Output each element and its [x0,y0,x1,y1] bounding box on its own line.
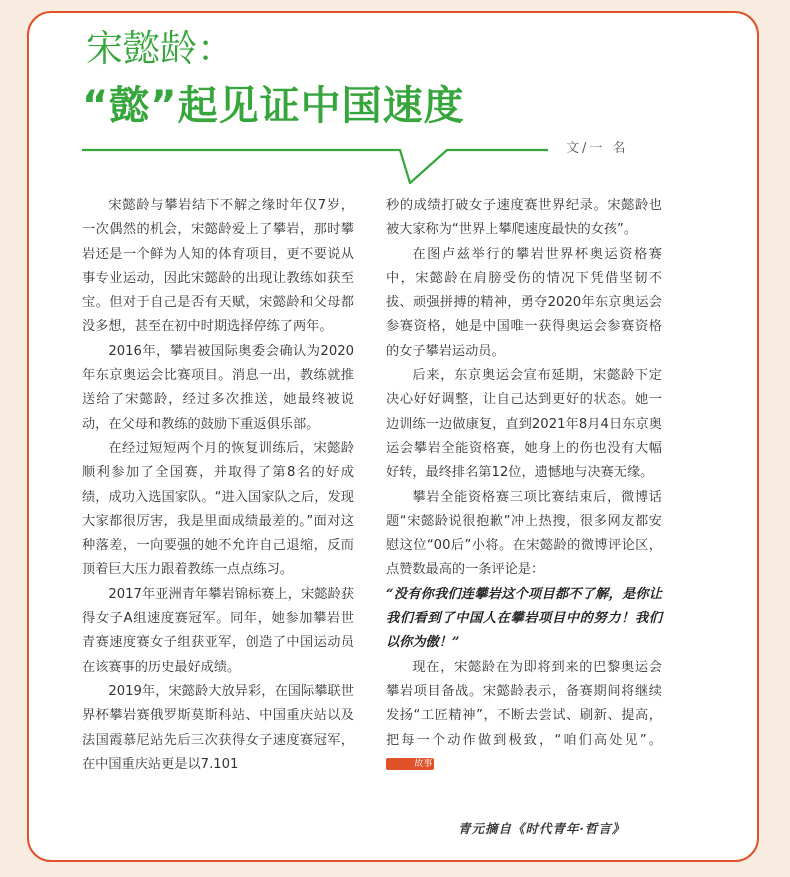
right-column [386,194,662,777]
author-byline: 文/一 名 [566,141,629,156]
paragraph: 2019年，宋懿龄大放异彩，在国际攀联世界杯攀岩赛俄罗斯莫斯科站、中国重庆站以及法国霞慕尼站先后三次获得女子速度赛冠军，在中国重庆站更是以7.101 [82,683,354,772]
paragraph: 2017年亚洲青年攀岩锦标赛上，宋懿龄获得女子A组速度赛冠军。同年，她参加攀岩世青赛速度赛女子组获亚军，创造了中国运动员在该赛事的历史最好成绩。 [82,586,354,675]
speech-bubble-line [0,0,790,200]
title-name: 宋懿龄： [86,27,234,70]
paragraph-final [386,656,662,777]
weibo-comment-quote: “没有你我们连攀岩这个项目都不了解，是你让我们看到了中国人在攀岩项目中的努力！我们以你为傲！” [386,586,662,651]
paragraph: 在经过短短两个月的恢复训练后，宋懿龄顺利参加了全国赛，并取得了第8名的好成绩，成功入选国家队。“进入国家队之后，发现大家都很厉害，我是里面成绩最差的。”面对这种落差，一向要强的她不允许自己退缩，反而顶着巨大压力跟着教练一点点练习。 [82,440,354,578]
paragraph: 后来，东京奥运会宣布延期，宋懿龄下定决心好好调整，让自己达到更好的状态。她一边训练一边做康复，直到2021年8月4日东京奥运会攀岩全能资格赛，她身上的伤也没有大幅好转，最终排名第12位，遗憾地与决赛无缘。 [386,368,662,481]
source-credit: 青元摘自《时代青年·哲言》 [458,821,626,836]
paragraph: 宋懿龄与攀岩结下不解之缘时年仅7岁，一次偶然的机会，宋懿龄爱上了攀岩，那时攀岩还是一个鲜为人知的体育项目，更不要说从事专业运动，因此宋懿龄的出现让教练如获至宝。但对于自己是否有天赋，宋懿龄和父母都没多想，甚至在初中时期选择停练了两年。 [82,198,354,335]
end-mark-icon: 故事 [386,758,434,770]
title-headline: “懿”起见证中国速度 [82,83,465,129]
paragraph-continuation: 秒的成绩打破女子速度赛世界纪录。宋懿龄也被大家称为“世界上攀爬速度最快的女孩”。 [386,198,662,238]
paragraph: 攀岩全能资格赛三项比赛结束后，微博话题“宋懿龄说很抱歉”冲上热搜，很多网友都安慰这位“00后”小将。在宋懿龄的微博评论区，点赞数最高的一条评论是： [386,489,662,578]
paragraph: 2016年，攀岩被国际奥委会确认为2020年东京奥运会比赛项目。消息一出，教练就推送给了宋懿龄，经过多次推送，她最终被说动，在父母和教练的鼓励下重返俱乐部。 [82,343,354,432]
final-text: 现在，宋懿龄在为即将到来的巴黎奥运会攀岩项目备战。宋懿龄表示，备赛期间将继续发扬“工匠精神”，不断去尝试、刷新、提高，把每一个动作做到极致，“咱们高处见”。 [386,659,662,748]
paragraph: 在图卢兹举行的攀岩世界杯奥运资格赛中，宋懿龄在肩膀受伤的情况下凭借坚韧不拔、顽强拼搏的精神，勇夺2020年东京奥运会参赛资格，她是中国唯一获得奥运会参赛资格的女子攀岩运动员。 [386,246,662,359]
left-column [82,194,354,777]
